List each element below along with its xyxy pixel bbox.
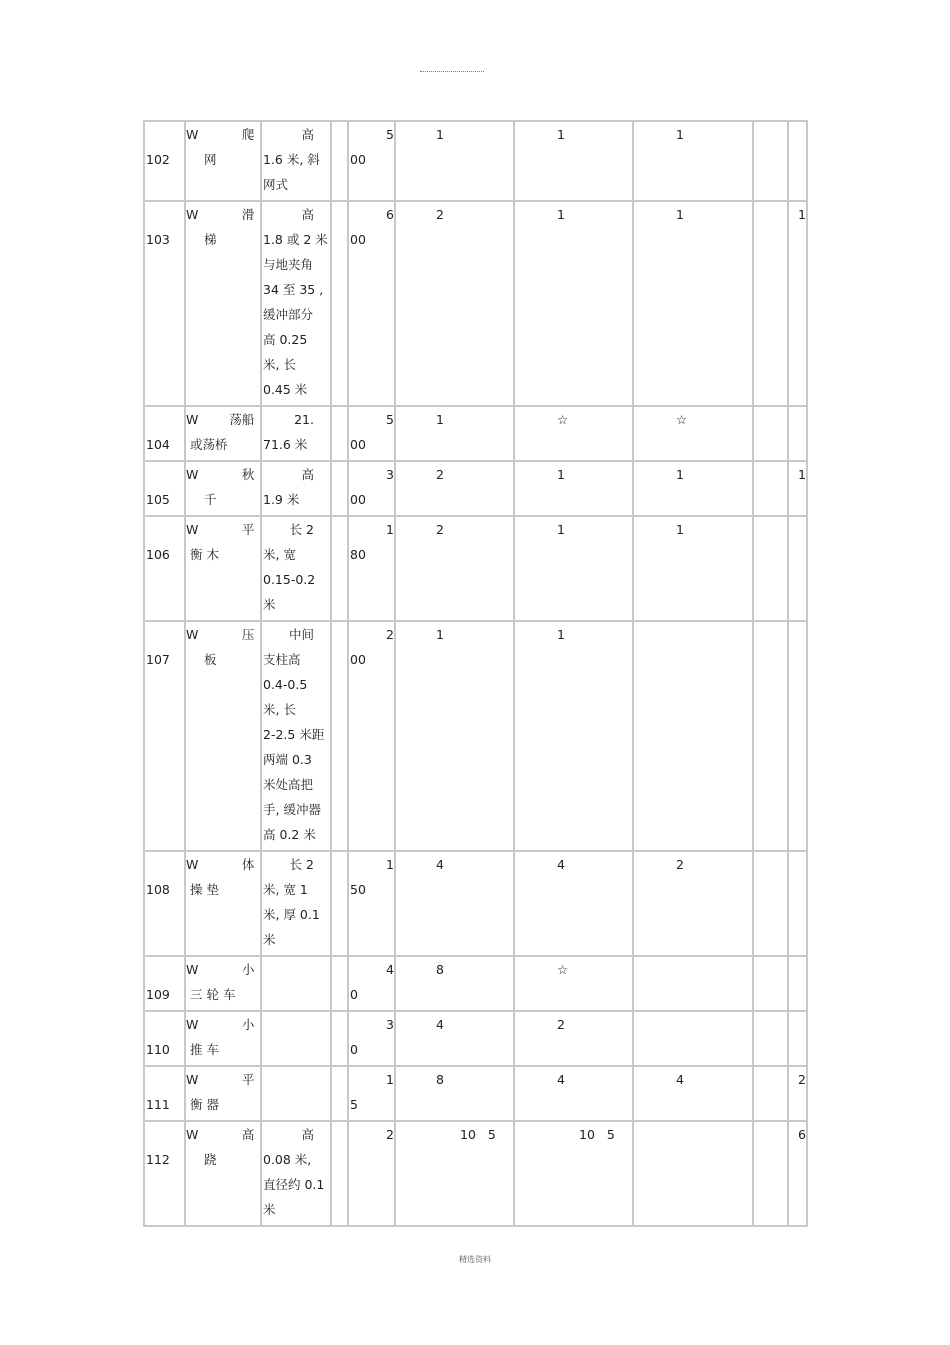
item-name-part: 三 轮 车 [190,987,236,1002]
quantity-part: 6 [386,207,394,222]
spec-cell [262,122,332,202]
spec-line: 高 [301,207,314,222]
spec-line: 21. [294,412,314,427]
spec-cell [262,202,332,407]
item-code-line [186,1067,260,1092]
table-row [145,202,808,407]
spec-cell [262,622,332,852]
item-name-cell [186,1067,262,1122]
item-code: W [186,1127,199,1142]
quantity-part: 00 [350,437,366,452]
count-c-cell [634,1012,754,1067]
count-b: 1 [557,467,565,482]
item-name-part: 平 [241,1072,255,1087]
quantity-part: 2 [386,1127,394,1142]
count-a: 1 [436,127,444,142]
table-row [145,1012,808,1067]
count-c: ☆ [676,412,688,427]
item-code-line [186,1012,260,1037]
item-name-part: 压 [241,627,255,642]
count-b: ☆ [557,962,569,977]
row-number: 108 [146,882,170,897]
count-a: 8 [436,962,444,977]
item-name-part: 梯 [204,232,217,247]
row-number: 107 [146,652,170,667]
item-code: W [186,1072,199,1087]
quantity-part: 2 [386,627,394,642]
item-name-cell [186,957,262,1012]
item-name-part: 高 [241,1127,255,1142]
spec-line: 手, 缓冲器 [263,802,321,817]
empty-cell [332,1067,349,1122]
quantity-cell [349,957,396,1012]
count-d-cell [789,1012,808,1067]
row-number-cell [145,852,186,957]
count-c [634,1012,752,1037]
empty-cell [754,202,789,407]
spec-line: 0.08 米, [263,1152,312,1167]
item-name-part: 平 [241,522,255,537]
count-d-cell [789,407,808,462]
row-number-cell [145,957,186,1012]
item-name-part: 秋 [241,467,255,482]
item-name-part: 网 [204,152,217,167]
empty-cell [754,1012,789,1067]
count-c [634,1122,752,1147]
item-name-cell [186,122,262,202]
item-code: W [186,627,199,642]
spec-line: 高 [301,1127,314,1142]
count-d-cell [789,122,808,202]
spec-line: 0.45 米 [263,382,308,397]
item-name-part: 小 [241,1017,255,1032]
spec-line: 中间 [288,627,314,642]
item-code-line [186,517,260,542]
spec-line: 71.6 米 [263,437,308,452]
count-a: 8 [436,1072,444,1087]
row-number: 111 [146,1097,170,1112]
count-c: 1 [676,207,684,222]
count-a-cell [396,517,515,622]
quantity-part: 80 [350,547,366,562]
item-code-line [186,202,260,227]
row-number: 106 [146,547,170,562]
spec-line: 1.8 或 2 米 [263,232,328,247]
quantity-cell [349,852,396,957]
empty-cell [332,462,349,517]
count-a: 2 [436,207,444,222]
count-b-cell [515,1122,634,1227]
count-c-cell [634,622,754,852]
spec-cell [262,957,332,1012]
spec-cell [262,462,332,517]
count-b: 1 [557,207,565,222]
item-name-cell [186,517,262,622]
count-a-cell [396,1122,515,1227]
item-name-part: 千 [204,492,217,507]
item-code-line [186,622,260,647]
item-name-cell [186,1012,262,1067]
count-a-cell [396,1067,515,1122]
empty-cell [754,852,789,957]
count-b: 1 [557,127,565,142]
quantity-part: 00 [350,232,366,247]
empty-cell [754,517,789,622]
count-d [789,407,806,432]
spec-line: 米, 宽 [263,547,296,562]
count-b: 10 5 [579,1127,615,1142]
count-d: 6 [798,1127,806,1142]
quantity-part: 00 [350,652,366,667]
count-a-cell [396,957,515,1012]
spec-line: 与地夹角 [263,257,314,272]
empty-cell [754,462,789,517]
spec-line: 直径约 0.1 [263,1177,325,1192]
item-name-part: 衡 木 [190,547,219,562]
spec-cell [262,517,332,622]
count-c-cell [634,1067,754,1122]
count-c-cell [634,122,754,202]
count-c [634,622,752,647]
item-code: W [186,857,199,872]
item-name-part: 或荡桥 [190,437,228,452]
spec-line: 0.15-0.2 [263,572,316,587]
spec-line: 网式 [263,177,289,192]
empty-cell [754,122,789,202]
item-code: W [186,207,199,222]
quantity-cell [349,462,396,517]
item-name-cell [186,407,262,462]
count-a: 1 [436,412,444,427]
table-row [145,462,808,517]
count-b: 2 [557,1017,565,1032]
item-code: W [186,522,199,537]
spec-cell [262,852,332,957]
table-row [145,122,808,202]
item-name-cell [186,202,262,407]
empty-cell [754,407,789,462]
spec-line: 0.4-0.5 [263,677,308,692]
item-name-part: 衡 器 [190,1097,219,1112]
spec-cell [262,1012,332,1067]
count-d [789,852,806,877]
count-b-cell [515,202,634,407]
count-a-cell [396,202,515,407]
quantity-part [349,1147,394,1172]
quantity-cell [349,407,396,462]
count-b: 1 [557,522,565,537]
spec-line: 34 至 35 , [263,282,324,297]
empty-cell [754,1122,789,1227]
count-a: 10 5 [460,1127,496,1142]
item-name-part: 跷 [204,1152,217,1167]
empty-cell [332,1012,349,1067]
row-number-cell [145,1067,186,1122]
count-d-cell [789,852,808,957]
row-number: 102 [146,152,170,167]
row-number: 112 [146,1152,170,1167]
count-a-cell [396,407,515,462]
count-a-cell [396,622,515,852]
table-row [145,1067,808,1122]
item-name-part: 体 [241,857,255,872]
item-code-line [186,957,260,982]
spec-line: 米, 厚 0.1 [263,907,320,922]
quantity-part: 1 [386,1072,394,1087]
empty-cell [754,622,789,852]
row-number-cell [145,202,186,407]
count-b: 4 [557,1072,565,1087]
item-name-cell [186,1122,262,1227]
count-c: 2 [676,857,684,872]
quantity-part: 1 [386,857,394,872]
quantity-part: 5 [386,412,394,427]
spec-line: 米 [263,932,276,947]
count-d-cell [789,517,808,622]
quantity-part: 50 [350,882,366,897]
count-b-cell [515,462,634,517]
item-code: W [186,412,199,427]
spec-line: 长 2 [289,522,314,537]
quantity-part: 5 [350,1097,358,1112]
spec-line: 支柱高 [263,652,301,667]
count-c-cell [634,462,754,517]
equipment-table [143,120,808,1227]
count-c: 1 [676,467,684,482]
item-name-part: 小 [241,962,255,977]
count-b: 4 [557,857,565,872]
count-d-cell [789,957,808,1012]
item-name-part: 板 [204,652,217,667]
item-code-line [186,852,260,877]
item-name-part: 荡船 [229,412,255,427]
quantity-cell [349,517,396,622]
spec-cell [262,1122,332,1227]
spec-line: 米 [263,597,276,612]
empty-cell [332,122,349,202]
item-code: W [186,962,199,977]
count-d-cell [789,622,808,852]
empty-cell [332,407,349,462]
spec-line: 缓冲部分 [263,307,314,322]
row-number: 109 [146,987,170,1002]
count-d: 2 [798,1072,806,1087]
quantity-part: 3 [386,467,394,482]
item-name-cell [186,622,262,852]
count-b-cell [515,1012,634,1067]
row-number-cell [145,407,186,462]
count-d-cell [789,462,808,517]
row-number: 103 [146,232,170,247]
quantity-part: 0 [350,987,358,1002]
empty-cell [332,852,349,957]
empty-cell [332,957,349,1012]
item-name-part: 推 车 [190,1042,219,1057]
row-number-cell [145,462,186,517]
item-name-part: 爬 [241,127,255,142]
spec-line: 两端 0.3 [263,752,312,767]
item-code: W [186,127,199,142]
spec-line: 高 0.2 米 [263,827,316,842]
count-c: 4 [676,1072,684,1087]
count-b: ☆ [557,412,569,427]
count-c: 1 [676,127,684,142]
count-c-cell [634,407,754,462]
count-d: 1 [798,467,806,482]
item-name-part: 滑 [241,207,255,222]
quantity-part: 0 [350,1042,358,1057]
count-b-cell [515,1067,634,1122]
quantity-cell [349,1067,396,1122]
quantity-cell [349,1122,396,1227]
count-d-cell [789,1122,808,1227]
row-number: 104 [146,437,170,452]
row-number-cell [145,1012,186,1067]
count-c-cell [634,957,754,1012]
count-b-cell [515,407,634,462]
table-body [145,122,808,1227]
page-footer: 精选资料 [459,1255,491,1264]
spec-cell [262,1067,332,1122]
count-c-cell [634,1122,754,1227]
count-b: 1 [557,627,565,642]
count-d [789,122,806,147]
count-c: 1 [676,522,684,537]
count-d [789,622,806,647]
item-code-line [186,407,260,432]
count-a-cell [396,462,515,517]
item-code: W [186,1017,199,1032]
row-number-cell [145,122,186,202]
row-number-cell [145,622,186,852]
empty-cell [332,517,349,622]
empty-cell [754,957,789,1012]
item-code-line [186,122,260,147]
spec-line: 米处高把 [263,777,314,792]
quantity-part: 3 [386,1017,394,1032]
count-a: 1 [436,627,444,642]
spec-cell [262,407,332,462]
spec-line: 1.6 米, 斜 [263,152,320,167]
item-code-line [186,1122,260,1147]
count-a-cell [396,122,515,202]
count-c [634,957,752,982]
spec-line: 2-2.5 米距 [263,727,325,742]
count-d-cell [789,202,808,407]
count-c-cell [634,202,754,407]
item-code: W [186,467,199,482]
count-a: 4 [436,857,444,872]
table-row [145,622,808,852]
quantity-part: 5 [386,127,394,142]
quantity-cell [349,1012,396,1067]
spec-line: 1.9 米 [263,492,300,507]
row-number: 110 [146,1042,170,1057]
count-d-cell [789,1067,808,1122]
count-a-cell [396,1012,515,1067]
table-row [145,407,808,462]
table-row [145,1122,808,1227]
count-a: 2 [436,467,444,482]
spec-line: 长 2 [289,857,314,872]
spec-line: 高 [301,467,314,482]
count-b-cell [515,852,634,957]
item-name-cell [186,462,262,517]
count-b-cell [515,122,634,202]
spec-line: 米 [263,1202,276,1217]
spec-line: 高 0.25 [263,332,308,347]
count-a-cell [396,852,515,957]
quantity-part: 00 [350,492,366,507]
item-name-part: 操 垫 [190,882,219,897]
header-rule [420,71,484,72]
spec-line: 米, 宽 1 [263,882,308,897]
empty-cell [332,622,349,852]
spec-line: 高 [301,127,314,142]
row-number-cell [145,1122,186,1227]
count-d [789,957,806,982]
count-b-cell [515,622,634,852]
quantity-part: 1 [386,522,394,537]
count-d: 1 [798,207,806,222]
row-number-cell [145,517,186,622]
count-b-cell [515,957,634,1012]
item-code-line [186,462,260,487]
count-c-cell [634,852,754,957]
quantity-cell [349,622,396,852]
empty-cell [332,202,349,407]
count-d [789,517,806,542]
item-name-cell [186,852,262,957]
table-row [145,852,808,957]
quantity-cell [349,122,396,202]
quantity-part: 00 [350,152,366,167]
count-a: 4 [436,1017,444,1032]
table-row [145,957,808,1012]
quantity-part: 4 [386,962,394,977]
count-a: 2 [436,522,444,537]
empty-cell [754,1067,789,1122]
spec-line: 米, 长 [263,357,296,372]
empty-cell [332,1122,349,1227]
count-d [789,1012,806,1037]
count-c-cell [634,517,754,622]
spec-line: 米, 长 [263,702,296,717]
row-number: 105 [146,492,170,507]
quantity-cell [349,202,396,407]
table-row [145,517,808,622]
count-b-cell [515,517,634,622]
